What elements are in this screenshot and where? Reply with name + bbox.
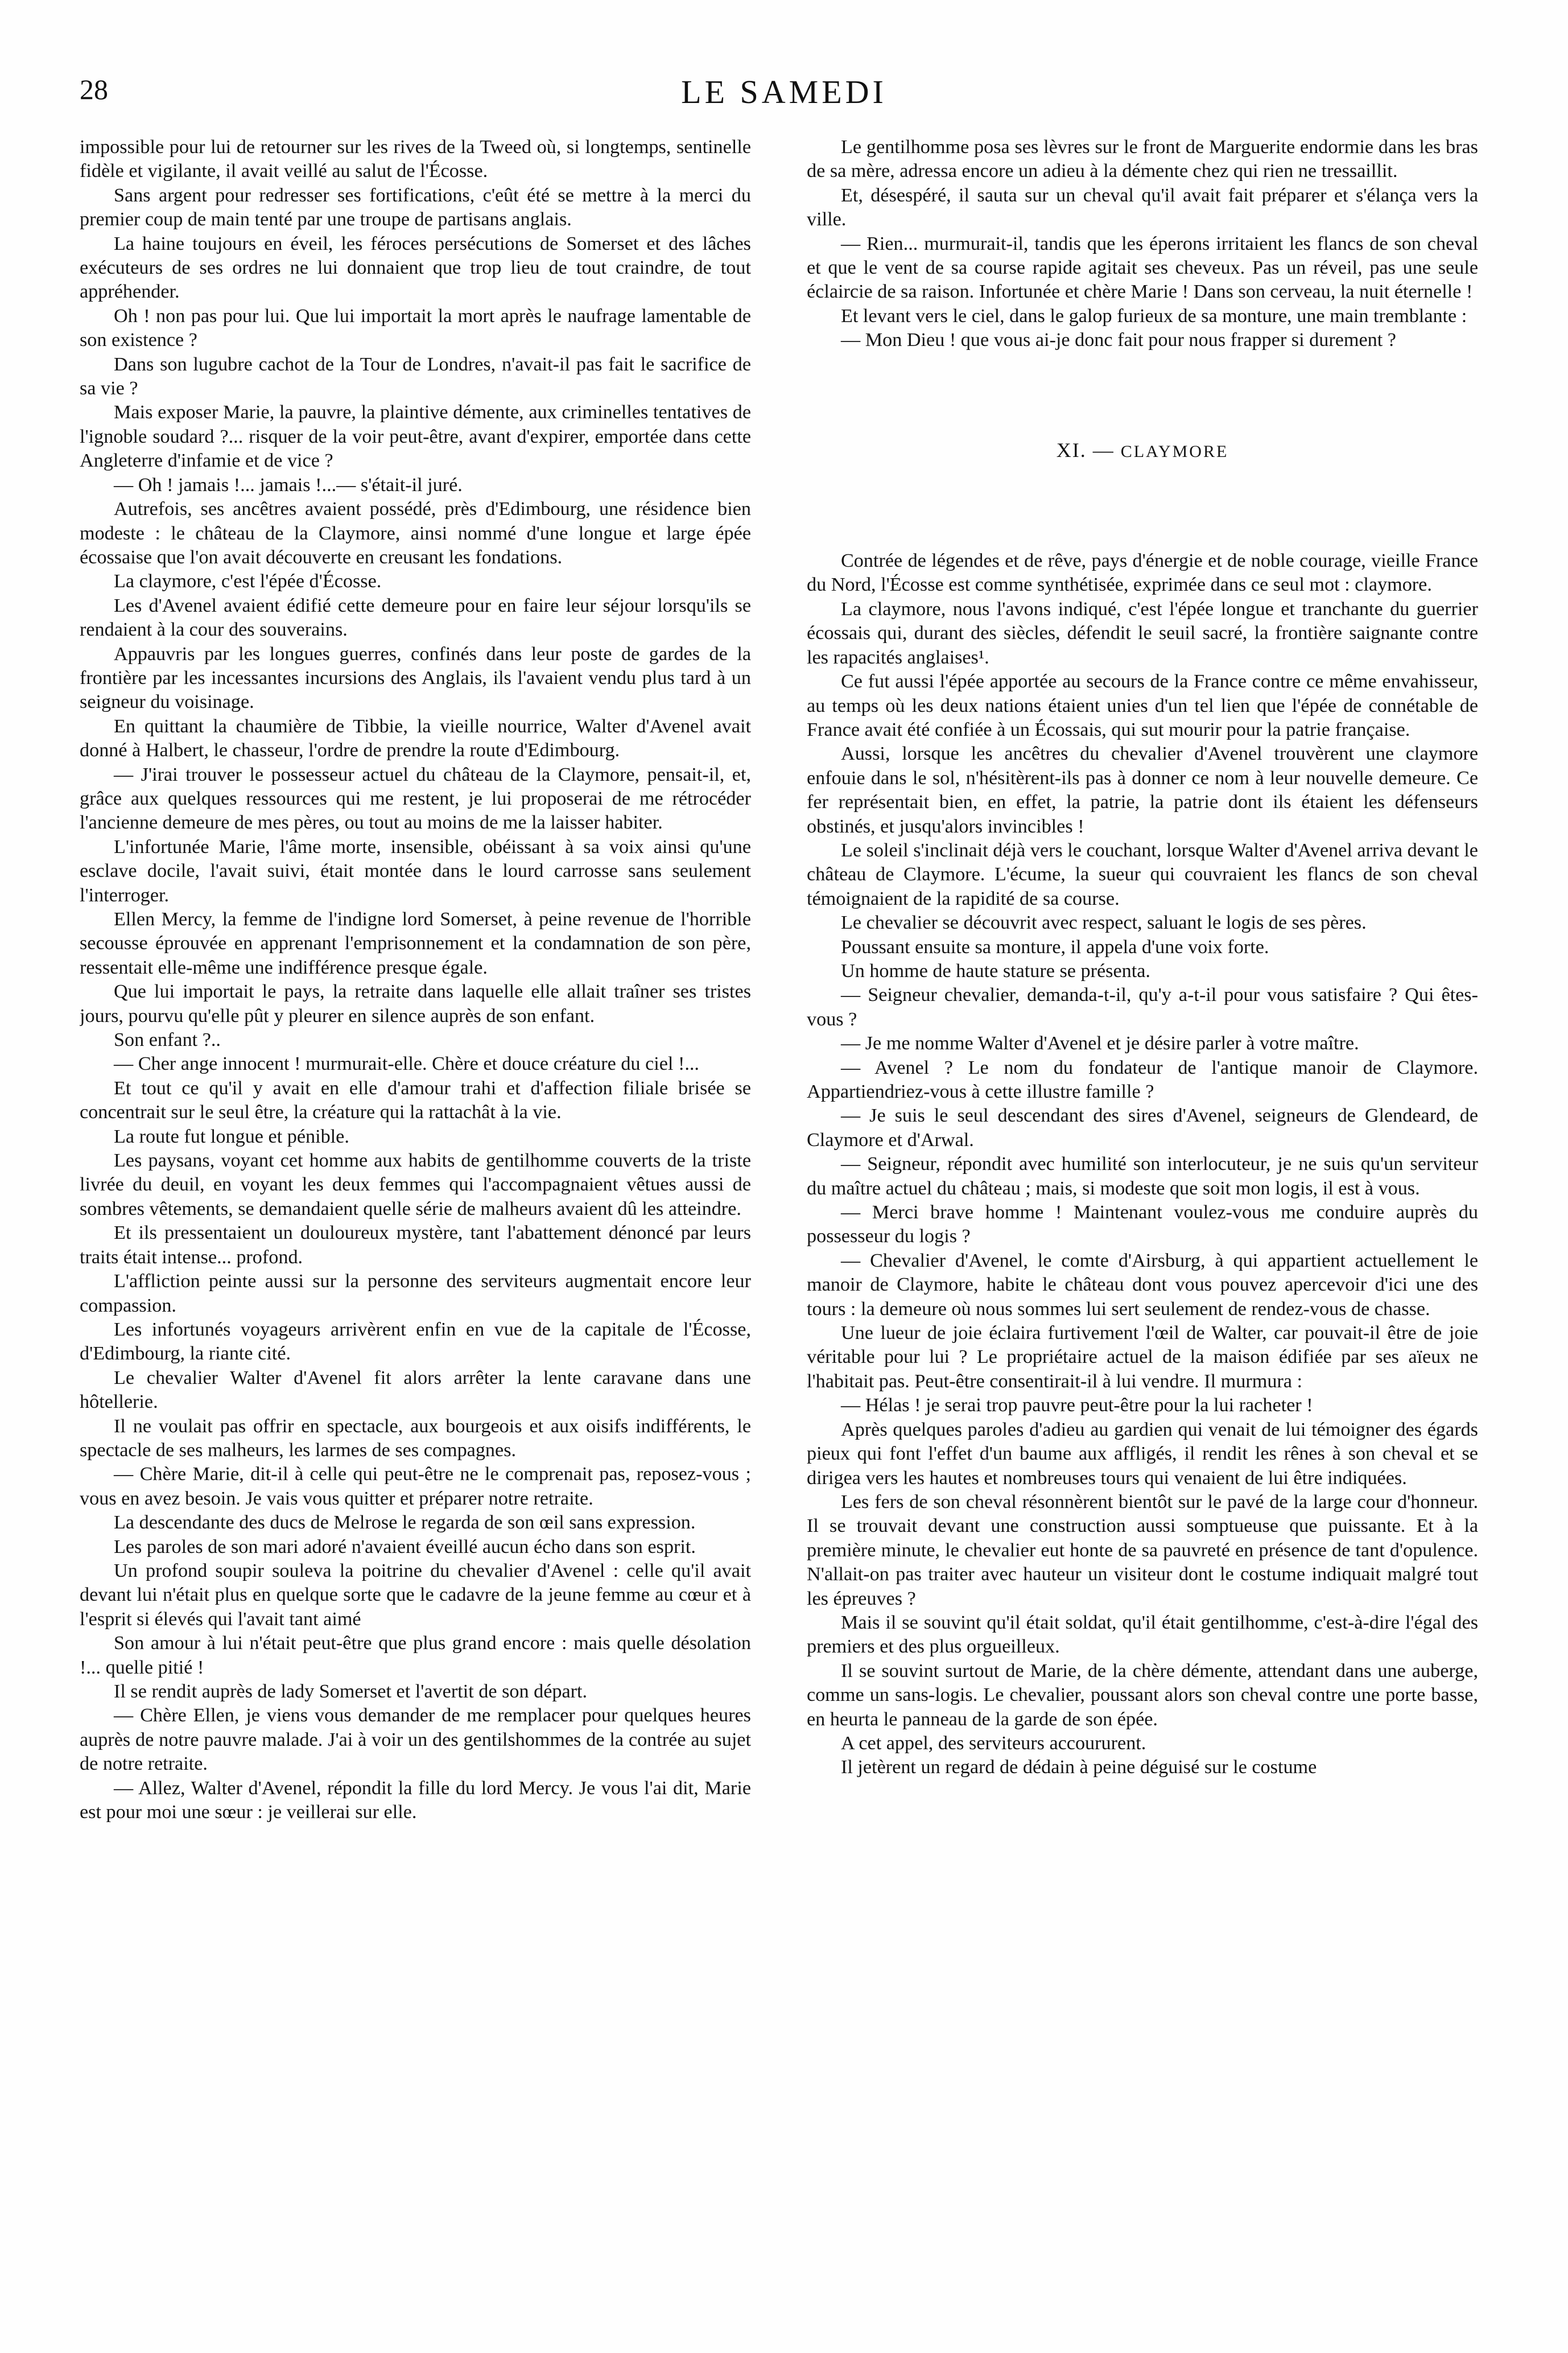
paragraph: Et levant vers le ciel, dans le galop furieux de sa monture, une main tremblante : xyxy=(841,305,1467,327)
paragraph: Contrée de légendes et de rêve, pays d'énergie et de noble courage, vieille France du Nord, l'Écosse est comme synthétisée, exprimée dans ce seul mot : claymore. xyxy=(807,550,1478,596)
paragraph: La descendante des ducs de Melrose le regarda de son œil sans expression. xyxy=(114,1512,696,1534)
paragraph: — Rien... murmurait-il, tandis que les éperons irritaient les flancs de son cheval et que le vent de sa course rapide agitait ses cheveux. Pas un réveil, pas une seule éclaircie de sa raison. Infortunée et chère Marie ! Dans son cerveau, la nuit éternelle ! xyxy=(807,233,1478,303)
paragraph: — Chère Marie, dit-il à celle qui peut-être ne le comprenait pas, reposez-vous ; vous en avez besoin. Je vais vous quitter et préparer notre retraite. xyxy=(80,1464,751,1509)
paragraph: Un homme de haute stature se présenta. xyxy=(841,960,1150,982)
paragraph: — Seigneur chevalier, demanda-t-il, qu'y a-t-il pour vous satisfaire ? Qui êtes-vous ? xyxy=(807,984,1478,1030)
paragraph: Les paroles de son mari adoré n'avaient éveillé aucun écho dans son esprit. xyxy=(114,1536,696,1557)
paragraph: Son enfant ?.. xyxy=(114,1029,221,1051)
paragraph: Une lueur de joie éclaira furtivement l'œil de Walter, car pouvait-il être de joie véritable pour lui ? Le propriétaire actuel de la maison édifiée par ses aïeux ne l'habitait pas. Peut-être consentirait-il à lui vendre. Il murmura : xyxy=(807,1322,1478,1392)
section-number: XI. — xyxy=(1056,438,1115,461)
paragraph: Les fers de son cheval résonnèrent bientôt sur le pavé de la large cour d'honneur. Il se trouvait devant une construction aussi somptueuse que puissante. Et à la première minute, le chevalier eut honte de sa pauvreté en présence de tant d'opulence. N'allait-on pas traiter avec hauteur un visiteur dont le costume indiquait malgré tout les épreuves ? xyxy=(807,1491,1478,1609)
paragraph: Le gentilhomme posa ses lèvres sur le front de Marguerite endormie dans les bras de sa mère, adressa encore un adieu à la démente chez qui rien ne tressaillit. xyxy=(807,137,1478,182)
paragraph: — Je me nomme Walter d'Avenel et je désire parler à votre maître. xyxy=(841,1033,1359,1054)
right-column-top xyxy=(807,135,1478,353)
paragraph: Après quelques paroles d'adieu au gardien qui venait de lui témoigner des égards pieux qui font l'effet d'un baume aux affligés, il rendit les rênes à son cheval et se dirigea vers les hautes et nombreuses tours qui venaient de lui être indiquées. xyxy=(807,1419,1478,1489)
paragraph: Les infortunés voyageurs arrivèrent enfin en vue de la capitale de l'Écosse, d'Edimbourg, la riante cité. xyxy=(80,1318,751,1365)
paragraph: Mais exposer Marie, la pauvre, la plaintive démente, aux criminelles tentatives de l'ignoble soudard ?... risquer de la voir peut-être, avant d'expirer, emportée dans cette Angleterre d'infamie et de vice ? xyxy=(80,402,751,472)
paragraph: Les d'Avenel avaient édifié cette demeure pour en faire leur séjour lorsqu'ils se rendaient à la cour des souverains. xyxy=(80,595,751,641)
paragraph: Le soleil s'inclinait déjà vers le couchant, lorsque Walter d'Avenel arriva devant le château de Claymore. L'écume, la sueur qui couvraient les flancs de son cheval témoignaient de la rapidité de sa course. xyxy=(807,839,1478,909)
paragraph: Il se souvint surtout de Marie, de la chère démente, attendant dans une auberge, comme un sans-logis. Le chevalier, poussant alors son cheval contre une porte basse, en heurta le panneau de la garde de son épée. xyxy=(807,1660,1478,1730)
paragraph: L'affliction peinte aussi sur la personne des serviteurs augmentait encore leur compassion. xyxy=(80,1271,751,1316)
running-title: LE SAMEDI xyxy=(681,73,887,110)
paragraph: Mais il se souvint qu'il était soldat, qu'il était gentilhomme, c'est-à-dire l'égal des premiers et des plus orgueilleux. xyxy=(807,1612,1478,1658)
section-heading xyxy=(807,438,1478,464)
paragraph: Les paysans, voyant cet homme aux habits de gentilhomme couverts de la triste livrée du deuil, en voyant les deux femmes qui l'accompagnaient vêtues aussi de sombres vêtements, se demandaient quelle série de malheurs avaient dû les atteindre. xyxy=(80,1150,751,1219)
left-column xyxy=(80,135,751,2298)
page-header xyxy=(80,73,1488,118)
paragraph: Dans son lugubre cachot de la Tour de Londres, n'avait-il pas fait le sacrifice de sa vie ? xyxy=(80,353,751,399)
paragraph: — Cher ange innocent ! murmurait-elle. Chère et douce créature du ciel !... xyxy=(114,1053,699,1075)
paragraph: A cet appel, des serviteurs accoururent. xyxy=(841,1732,1146,1754)
paragraph: Poussant ensuite sa monture, il appela d'une voix forte. xyxy=(841,936,1269,958)
paragraph: Le chevalier se découvrit avec respect, saluant le logis de ses pères. xyxy=(841,912,1367,934)
paragraph: — Chère Ellen, je viens vous demander de me remplacer pour quelques heures auprès de notre pauvre malade. J'ai à voir un des gentilshommes de la contrée au sujet de notre retraite. xyxy=(80,1705,751,1775)
paragraph: La haine toujours en éveil, les féroces persécutions de Somerset et des lâches exécuteurs de ses ordres ne lui donnaient que trop lieu de tout craindre, de tout appréhender. xyxy=(80,233,751,303)
section-name: CLAYMORE xyxy=(1120,442,1229,461)
paragraph: — Oh ! jamais !... jamais !...— s'était-il juré. xyxy=(114,474,463,496)
paragraph: — Merci brave homme ! Maintenant voulez-vous me conduire auprès du possesseur du logis ? xyxy=(807,1202,1478,1247)
paragraph: — Je suis le seul descendant des sires d'Avenel, seigneurs de Glendeard, de Claymore et d'Arwal. xyxy=(807,1105,1478,1151)
page-number: 28 xyxy=(80,73,108,105)
paragraph: — Seigneur, répondit avec humilité son interlocuteur, je ne suis qu'un serviteur du maître actuel du château ; mais, si modeste que soit mon logis, il est à vous. xyxy=(807,1153,1478,1199)
paragraph: — Hélas ! je serai trop pauvre peut-être pour la lui racheter ! xyxy=(841,1395,1313,1416)
paragraph: Oh ! non pas pour lui. Que lui importait la mort après le naufrage lamentable de son existence ? xyxy=(80,305,751,351)
right-column-bottom xyxy=(807,549,1478,1780)
paragraph: Aussi, lorsque les ancêtres du chevalier d'Avenel trouvèrent une claymore enfouie dans le sol, n'hésitèrent-ils pas à donner ce nom à leur nouvelle demeure. Ce fer représentait bien, en effet, la patrie, la patrie dont ils étaient les défenseurs obstinés, et jusqu'alors invincibles ! xyxy=(807,743,1478,837)
paragraph: Ce fut aussi l'épée apportée au secours de la France contre ce même envahisseur, au temps où les deux nations étaient unies d'un tel lien que l'épée de connétable de France avait été confiée à un Écossais, qui sut mourir pour la patrie française. xyxy=(807,671,1478,740)
paragraph: — Chevalier d'Avenel, le comte d'Airsburg, à qui appartient actuellement le manoir de Claymore, habite le château dont vous pouvez apercevoir d'ici une des tours : la demeure où nous sommes lui sert seulement de rendez-vous de chasse. xyxy=(807,1250,1478,1320)
paragraph: Un profond soupir souleva la poitrine du chevalier d'Avenel : celle qu'il avait devant lui n'était plus en quelque sorte que le cadavre de la jeune femme au cœur et à l'esprit si élevés qui l'avait tant aimé xyxy=(80,1560,751,1630)
paragraph: — J'irai trouver le possesseur actuel du château de la Claymore, pensait-il, et, grâce aux quelques ressources qui me restent, je lui proposerai de me rétrocéder l'ancienne demeure de mes pères, ou tout au moins de me la laisser habiter. xyxy=(80,764,751,834)
paragraph: La route fut longue et pénible. xyxy=(114,1126,349,1147)
paragraph: Appauvris par les longues guerres, confinés dans leur poste de gardes de la frontière par les incessantes incursions des Anglais, ils l'avaient vendu plus tard à un seigneur du voisinage. xyxy=(80,643,751,713)
paragraph: Son amour à lui n'était peut-être que plus grand encore : mais quelle désolation !... quelle pitié ! xyxy=(80,1633,751,1678)
paragraph: Que lui importait le pays, la retraite dans laquelle elle allait traîner ses tristes jours, pourvu qu'elle pût y pleurer en silence auprès de son enfant. xyxy=(80,981,751,1027)
paragraph: — Mon Dieu ! que vous ai-je donc fait pour nous frapper si durement ? xyxy=(841,329,1396,351)
paragraph: Ellen Mercy, la femme de l'indigne lord Somerset, à peine revenue de l'horrible secousse éprouvée en apprenant l'emprisonnement et la condamnation de son père, ressentait elle-même une indifférence presque égale. xyxy=(80,909,751,978)
paragraph: La claymore, nous l'avons indiqué, c'est l'épée longue et tranchante du guerrier écossais qui, durant des siècles, défendit le seuil sacré, la frontière saignante contre les rapacités anglaises¹. xyxy=(807,598,1478,668)
right-column xyxy=(807,135,1478,2298)
paragraph: Autrefois, ses ancêtres avaient possédé, près d'Edimbourg, une résidence bien modeste : le château de la Claymore, ainsi nommé d'une longue et large épée écossaise que l'on avait découverte en creusant les fondations. xyxy=(80,498,751,568)
paragraph: — Avenel ? Le nom du fondateur de l'antique manoir de Claymore. Appartiendriez-vous à cette illustre famille ? xyxy=(807,1057,1478,1102)
paragraph: Le chevalier Walter d'Avenel fit alors arrêter la lente caravane dans une hôtellerie. xyxy=(80,1367,751,1413)
paragraph: L'infortunée Marie, l'âme morte, insensible, obéissant à sa voix ainsi qu'une esclave docile, l'avait suivi, était montée dans le lourd carrosse sans seulement l'interroger. xyxy=(80,836,751,906)
paragraph: Il se rendit auprès de lady Somerset et l'avertit de son départ. xyxy=(114,1681,588,1702)
paragraph: Il jetèrent un regard de dédain à peine déguisé sur le costume xyxy=(841,1757,1317,1778)
paragraph: Sans argent pour redresser ses fortifications, c'eût été se mettre à la merci du premier coup de main tenté par une troupe de partisans anglais. xyxy=(80,184,751,230)
paragraph: Et, désespéré, il sauta sur un cheval qu'il avait fait préparer et s'élança vers la ville. xyxy=(807,184,1478,230)
paragraph: Il ne voulait pas offrir en spectacle, aux bourgeois et aux oisifs indifférents, le spectacle de ses malheurs, les larmes de ses compagnes. xyxy=(80,1415,751,1461)
paragraph: Et ils pressentaient un douloureux mystère, tant l'abattement dénoncé par leurs traits était intense... profond. xyxy=(80,1222,751,1268)
paragraph: La claymore, c'est l'épée d'Écosse. xyxy=(114,571,382,592)
paragraph: Et tout ce qu'il y avait en elle d'amour trahi et d'affection filiale brisée se concentrait sur le seul être, la créature qui la rattachât à la vie. xyxy=(80,1077,751,1123)
paragraph: En quittant la chaumière de Tibbie, la vieille nourrice, Walter d'Avenel avait donné à Halbert, le chasseur, l'ordre de prendre la route d'Edimbourg. xyxy=(80,715,751,761)
paragraph: — Allez, Walter d'Avenel, répondit la fille du lord Mercy. Je vous l'ai dit, Marie est pour moi une sœur : je veillerai sur elle. xyxy=(80,1777,751,1823)
paragraph: impossible pour lui de retourner sur les rives de la Tweed où, si longtemps, sentinelle fidèle et vigilante, il avait veillé au salut de l'Écosse. xyxy=(80,137,751,182)
